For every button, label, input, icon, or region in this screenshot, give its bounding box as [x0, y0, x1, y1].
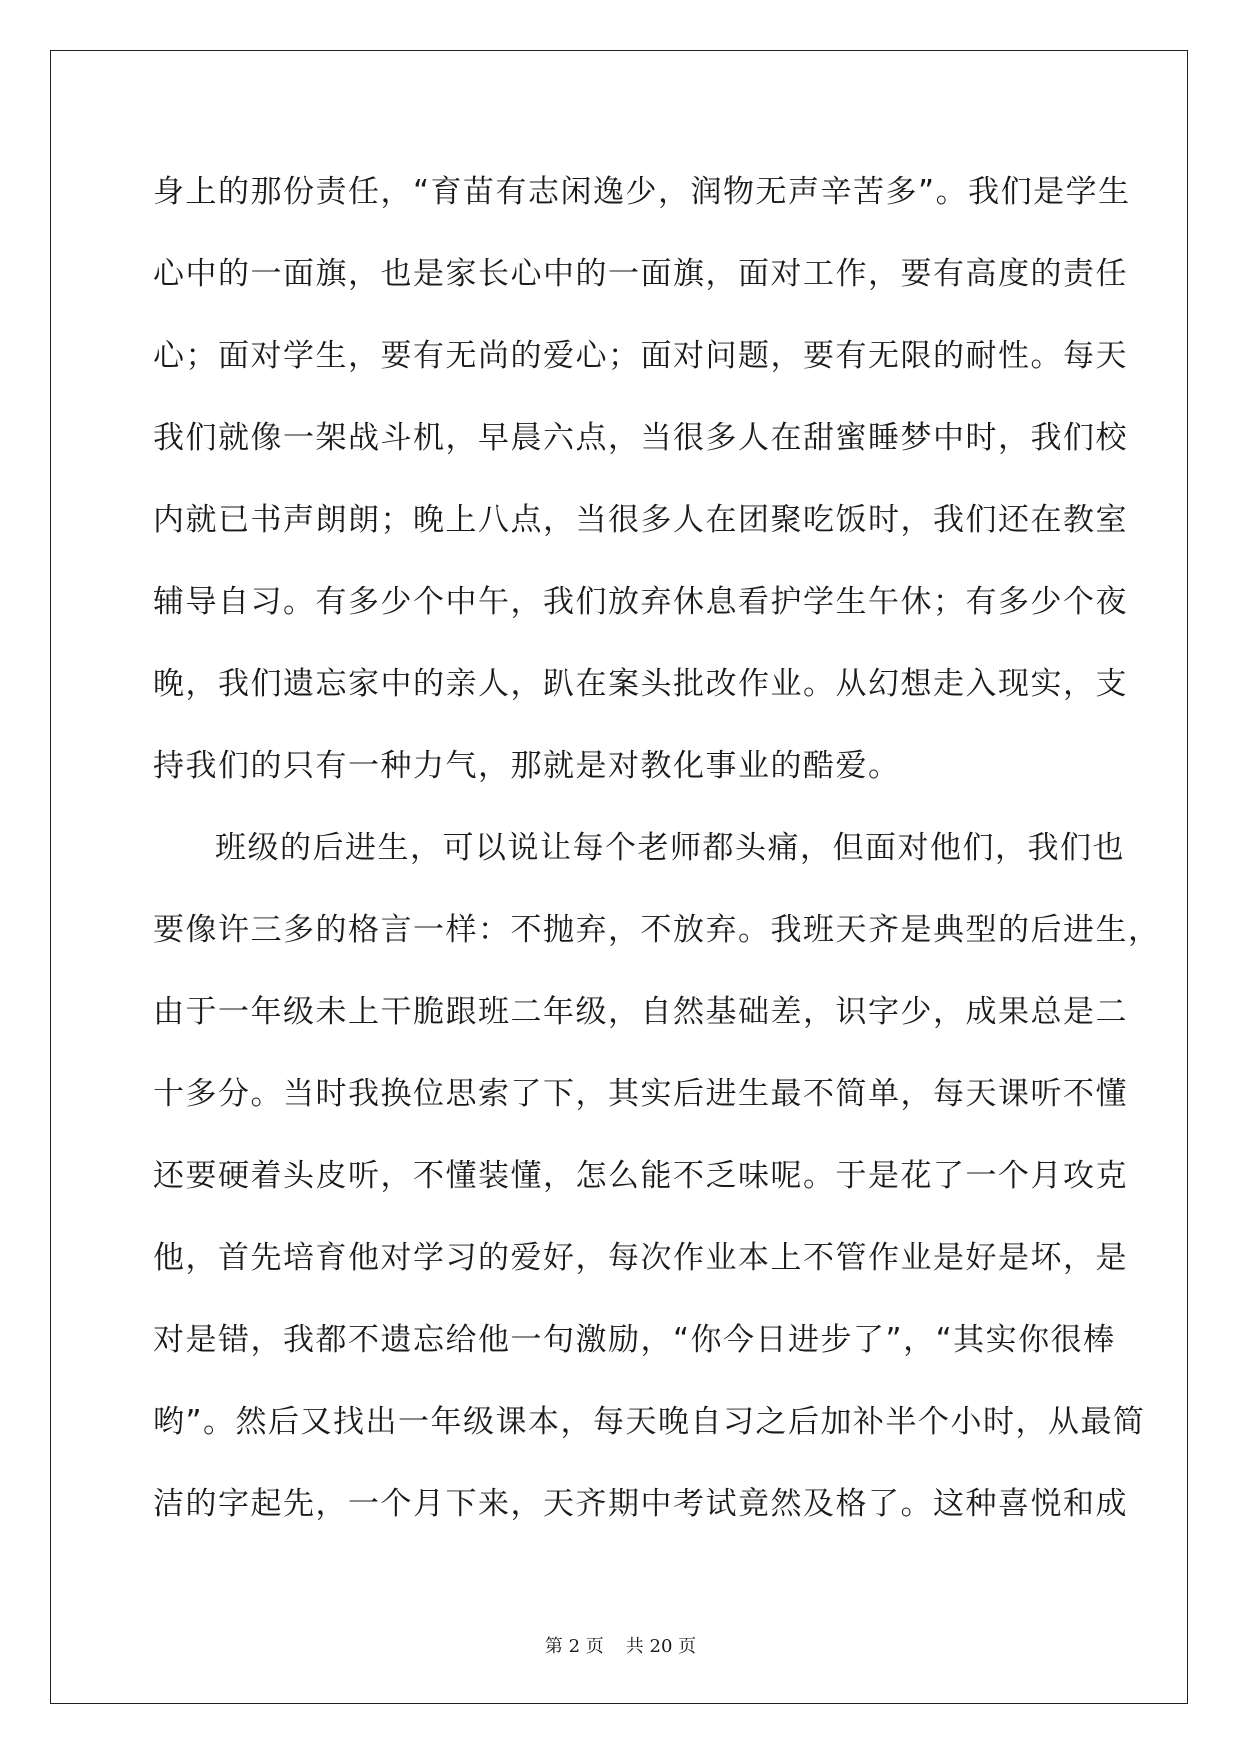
text-line: 班级的后进生，可以说让每个老师都头痛，但面对他们，我们也	[215, 830, 1125, 866]
text-line: 心；面对学生，要有无尚的爱心；面对问题，要有无限的耐性。每天	[153, 338, 1128, 374]
text-line: 持我们的只有一种力气，那就是对教化事业的酷爱。	[153, 748, 901, 784]
page-total: 共 20 页	[625, 1636, 697, 1657]
text-line: 哟”。然后又找出一年级课本，每天晚自习之后加补半个小时，从最简	[153, 1404, 1146, 1440]
page-number: 第 2 页	[544, 1636, 604, 1657]
text-line: 洁的字起先，一个月下来，天齐期中考试竟然及格了。这种喜悦和成	[153, 1486, 1128, 1522]
text-line: 我们就像一架战斗机，早晨六点，当很多人在甜蜜睡梦中时，我们校	[153, 420, 1128, 456]
text-line: 十多分。当时我换位思索了下，其实后进生最不简单，每天课听不懂	[153, 1076, 1128, 1112]
text-line: 心中的一面旗，也是家长心中的一面旗，面对工作，要有高度的责任	[153, 256, 1128, 292]
text-line: 内就已书声朗朗；晚上八点，当很多人在团聚吃饭时，我们还在教室	[153, 502, 1128, 538]
text-line: 由于一年级未上干脆跟班二年级，自然基础差，识字少，成果总是二	[153, 994, 1128, 1030]
text-line: 身上的那份责任，“育苗有志闲逸少，润物无声辛苦多”。我们是学生	[153, 174, 1131, 210]
text-line: 他，首先培育他对学习的爱好，每次作业本上不管作业是好是坏，是	[153, 1240, 1128, 1276]
text-line: 对是错，我都不遗忘给他一句激励，“你今日进步了”，“其实你很棒	[153, 1322, 1116, 1358]
text-line: 晚，我们遗忘家中的亲人，趴在案头批改作业。从幻想走入现实，支	[153, 666, 1128, 702]
text-line: 辅导自习。有多少个中午，我们放弃休息看护学生午休；有多少个夜	[153, 584, 1128, 620]
document-body	[153, 162, 1161, 1556]
text-line: 要像许三多的格言一样：不抛弃，不放弃。我班天齐是典型的后进生，	[153, 912, 1161, 948]
text-line: 还要硬着头皮听，不懂装懂，怎么能不乏味呢。于是花了一个月攻克	[153, 1158, 1128, 1194]
page-footer	[0, 1632, 1241, 1658]
